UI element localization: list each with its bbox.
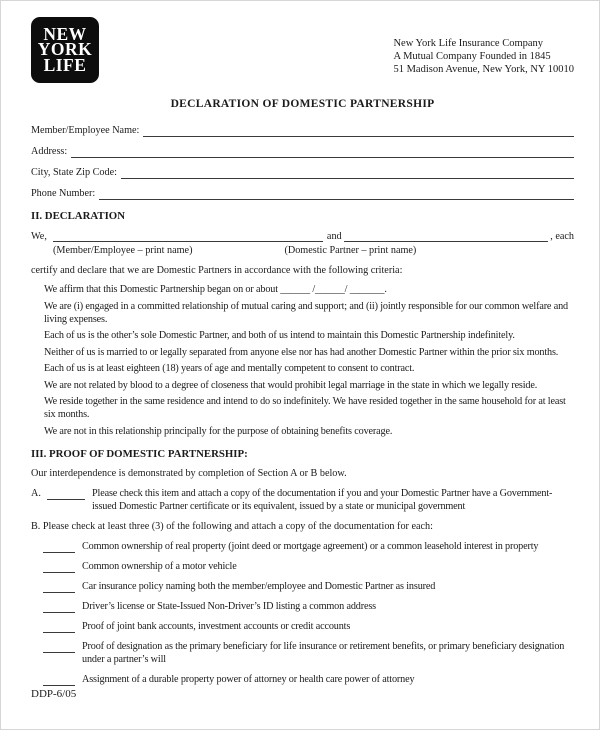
logo-line: YORK [37,39,93,60]
criteria-paragraph: We affirm that this Domestic Partnership began on or about ______ /______/ _______. [44,284,387,295]
field-label: Phone Number: [31,188,96,199]
section-a-label: A. [31,487,41,499]
member-name-fill-line[interactable] [53,228,323,242]
documentation-option-text: Common ownership of real property (joint deed or mortgage agreement) or a common leasehold interest in property [82,540,539,552]
section-a-row [31,487,574,513]
section-b-text: Please check at least three (3) of the following and attach a copy of the documentation for each: [42,520,433,532]
page-title: DECLARATION OF DOMESTIC PARTNERSHIP [170,98,435,110]
certify-statement: certify and declare that we are Domestic Partners in accordance with the following criteria: [31,265,403,276]
form-code: DDP-6/05 [31,688,77,700]
documentation-option-text: Assignment of a durable property power of attorney or health care power of attorney [82,673,415,685]
company-tagline: A Mutual Company Founded in 1845 [393,51,551,62]
field-label: Member/Employee Name: [31,125,140,136]
field-label: Address: [31,146,68,157]
we-prefix: We, [31,231,47,242]
declaration-criteria-list [44,283,574,438]
criteria-paragraph: We reside together in the same residence and intend to do so indefinitely. We have resided together in the same household for at least six months. [44,396,566,420]
section-a-check-line[interactable] [47,487,85,500]
section-b-heading [31,520,574,533]
each-suffix: , each [550,231,574,242]
field-label: City, State Zip Code: [31,167,117,178]
criteria-paragraph: We are not related by blood to a degree of closeness that would prohibit legal marriage in the state in which we legally reside. [44,379,538,391]
contact-fields [31,116,574,200]
company-street-address: 51 Madison Avenue, New York, NY 10010 [393,64,574,75]
company-address-block [393,37,574,76]
field-fill-line[interactable] [71,143,574,158]
criteria-paragraph: We are (i) engaged in a committed relationship of mutual caring and support; and (ii) jointly responsible for our common welfare and living expenses. [44,300,568,325]
section-b-options [43,540,574,686]
documentation-option-row [43,620,574,633]
form-field-row [31,179,574,200]
form-field-row [31,158,574,179]
documentation-option-row [43,640,574,666]
documentation-option-text: Common ownership of a motor vehicle [82,560,237,572]
member-print-name-caption: (Member/Employee – print name) [53,245,193,256]
check-line[interactable] [43,580,75,593]
form-header [31,17,574,87]
field-fill-line[interactable] [121,164,574,179]
criteria-paragraph: Neither of us is married to or legally separated from anyone else nor has had another Domestic Partner within the prior six months. [44,346,559,358]
field-fill-line[interactable] [99,185,574,200]
field-fill-line[interactable] [143,122,574,137]
criteria-paragraph: Each of us is at least eighteen (18) years of age and mentally competent to consent to contract. [44,363,415,374]
new-york-life-logo [31,17,99,83]
documentation-option-row [43,580,574,593]
documentation-option-row [43,673,574,686]
proof-section-heading: III. PROOF OF DOMESTIC PARTNERSHIP: [31,447,248,460]
logo-line: LIFE [43,54,87,75]
form-field-row [31,116,574,137]
documentation-option-row [43,540,574,553]
documentation-option-text: Driver’s license or State-Issued Non-Driver’s ID listing a common address [82,600,376,612]
documentation-option-text: Car insurance policy naming both the member/employee and Domestic Partner as insured [82,580,436,592]
company-name: New York Life Insurance Company [393,38,544,49]
partner-print-name-caption: (Domestic Partner – print name) [284,245,417,256]
declaration-section-heading: II. DECLARATION [31,210,125,222]
section-a-text: Please check this item and attach a copy of the documentation if you and your Domestic Partner have a Government-issued Domestic Partner certificate or its equivalent, issued by a state or municipal government [92,487,553,512]
criteria-paragraph: Each of us is the other’s sole Domestic Partner, and both of us intend to maintain this Domestic Partnership indefinitely. [44,330,515,341]
form-field-row [31,137,574,158]
documentation-option-text: Proof of designation as the primary beneficiary for life insurance or retirement benefits, or primary beneficiary designation under a partner’s will [82,640,565,665]
check-line[interactable] [43,620,75,633]
print-name-captions [31,244,574,257]
logo-line: NEW [43,23,87,44]
check-line[interactable] [43,540,75,553]
check-line[interactable] [43,640,75,653]
partner-name-fill-line[interactable] [344,228,549,242]
we-declaration-row [31,228,574,243]
criteria-paragraph: We are not in this relationship principally for the purpose of obtaining benefits coverage. [44,425,393,437]
and-label: and [326,231,342,242]
check-line[interactable] [43,560,75,573]
check-line[interactable] [43,600,75,613]
documentation-option-text: Proof of joint bank accounts, investment accounts or credit accounts [82,620,351,632]
documentation-option-row [43,560,574,573]
section-b-label: B. [31,520,41,532]
check-line[interactable] [43,673,75,686]
proof-intro-text: Our interdependence is demonstrated by completion of Section A or B below. [31,467,347,479]
documentation-option-row [43,600,574,613]
